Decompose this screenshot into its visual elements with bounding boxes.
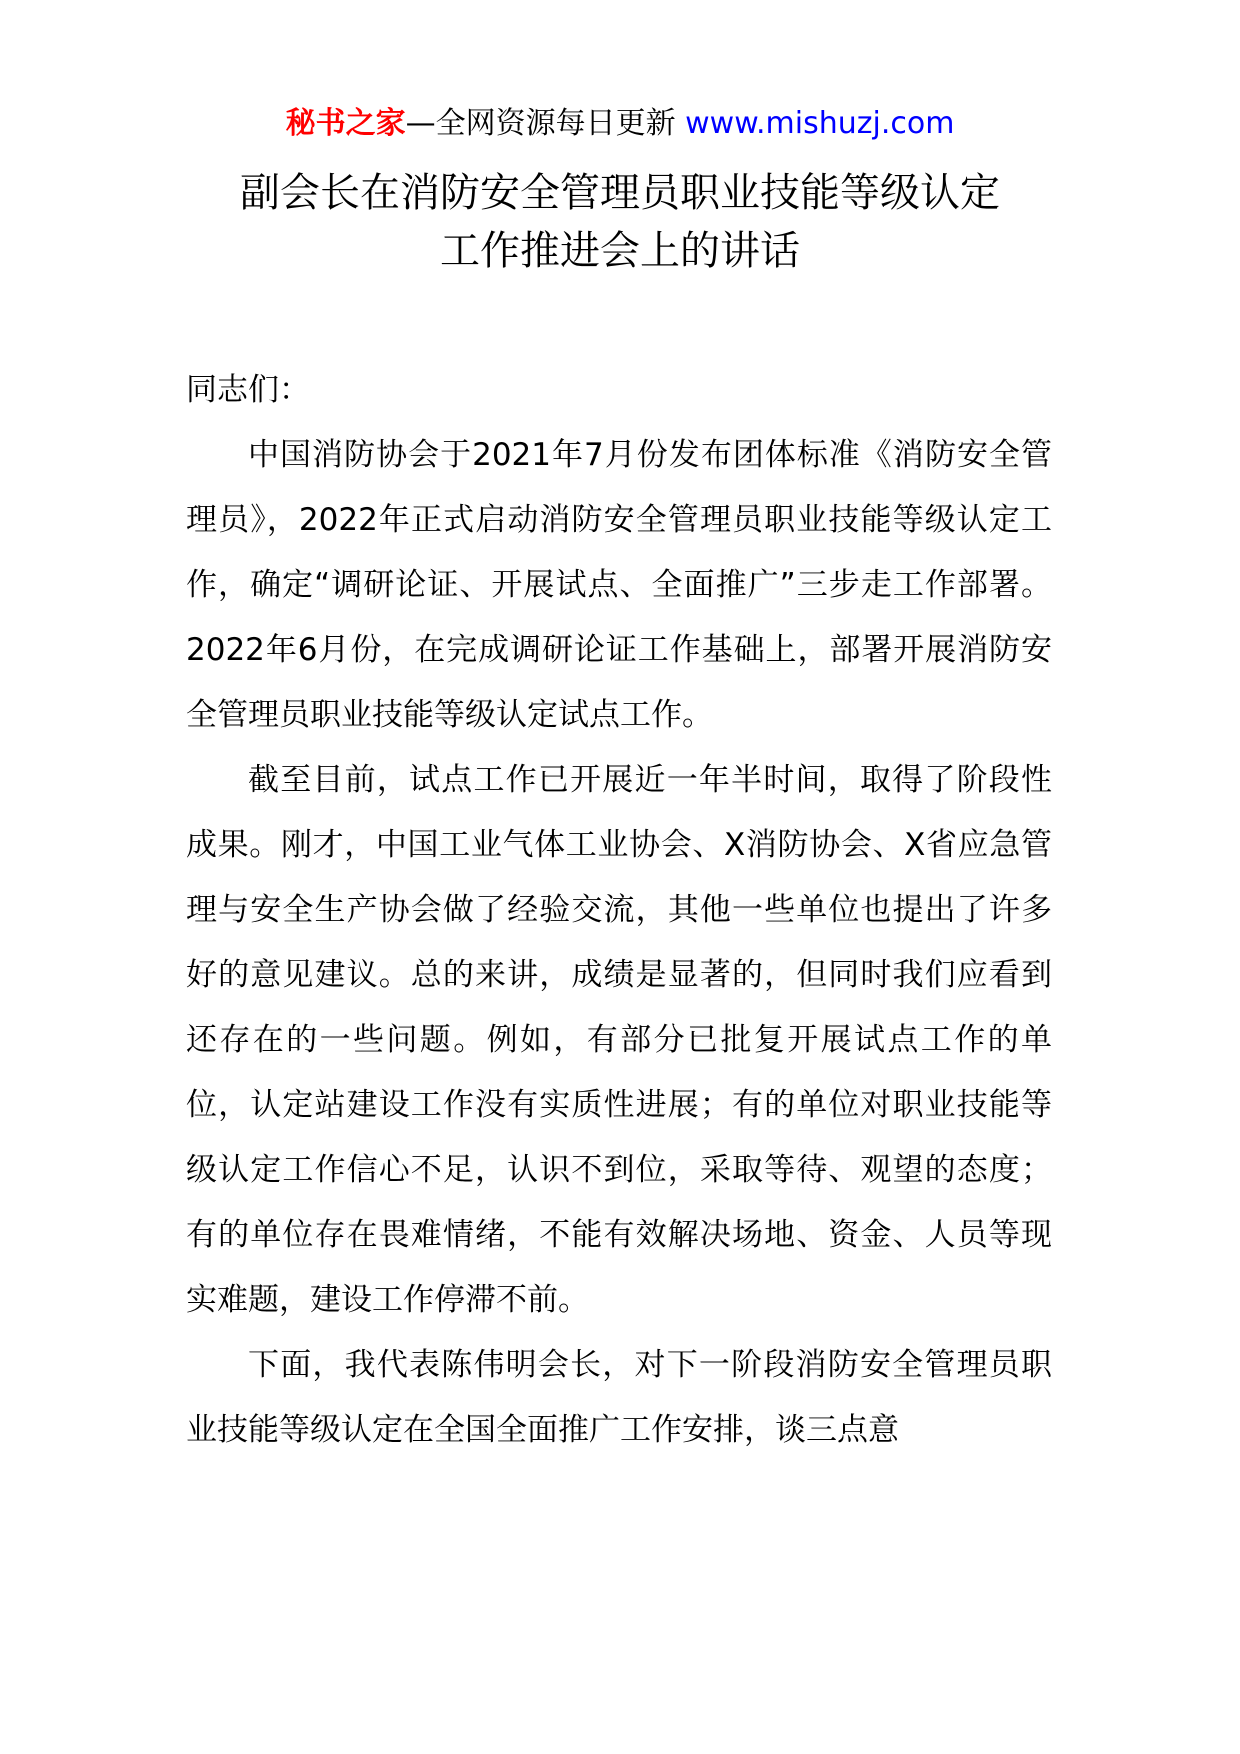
header-tagline: —全网资源每日更新: [405, 106, 686, 141]
salutation: 同志们：: [186, 372, 310, 408]
brand-name: 秘书之家: [285, 106, 406, 141]
site-url-link[interactable]: www.mishuzj.com: [685, 106, 955, 141]
site-header: [0, 98, 1240, 150]
document-title: [0, 164, 1240, 280]
title-line-2: 工作推进会上的讲话: [440, 228, 800, 274]
paragraph-1: 中国消防协会于2021年7月份发布团体标准《消防安全管理员》，2022年正式启动消防安全管理员职业技能等级认定工作，确定“调研论证、开展试点、全面推广”三步走工作部署。2022年6月份，在完成调研论证工作基础上，部署开展消防安全管理员职业技能等级认定试点工作。: [186, 437, 1052, 733]
paragraph-2: 截至目前，试点工作已开展近一年半时间，取得了阶段性成果。刚才，中国工业气体工业协会、X消防协会、X省应急管理与安全生产协会做了经验交流，其他一些单位也提出了许多好的意见建议。总的来讲，成绩是显著的，但同时我们应看到还存在的一些问题。例如，有部分已批复开展试点工作的单位，认定站建设工作没有实质性进展；有的单位对职业技能等级认定工作信心不足，认识不到位，采取等待、观望的态度；有的单位存在畏难情绪，不能有效解决场地、资金、人员等现实难题，建设工作停滞不前。: [186, 762, 1052, 1318]
paragraph-3: 下面，我代表陈伟明会长，对下一阶段消防安全管理员职业技能等级认定在全国全面推广工作安排，谈三点意: [186, 1347, 1052, 1448]
document-body: [186, 358, 1052, 1463]
title-line-1: 副会长在消防安全管理员职业技能等级认定: [240, 170, 1000, 216]
